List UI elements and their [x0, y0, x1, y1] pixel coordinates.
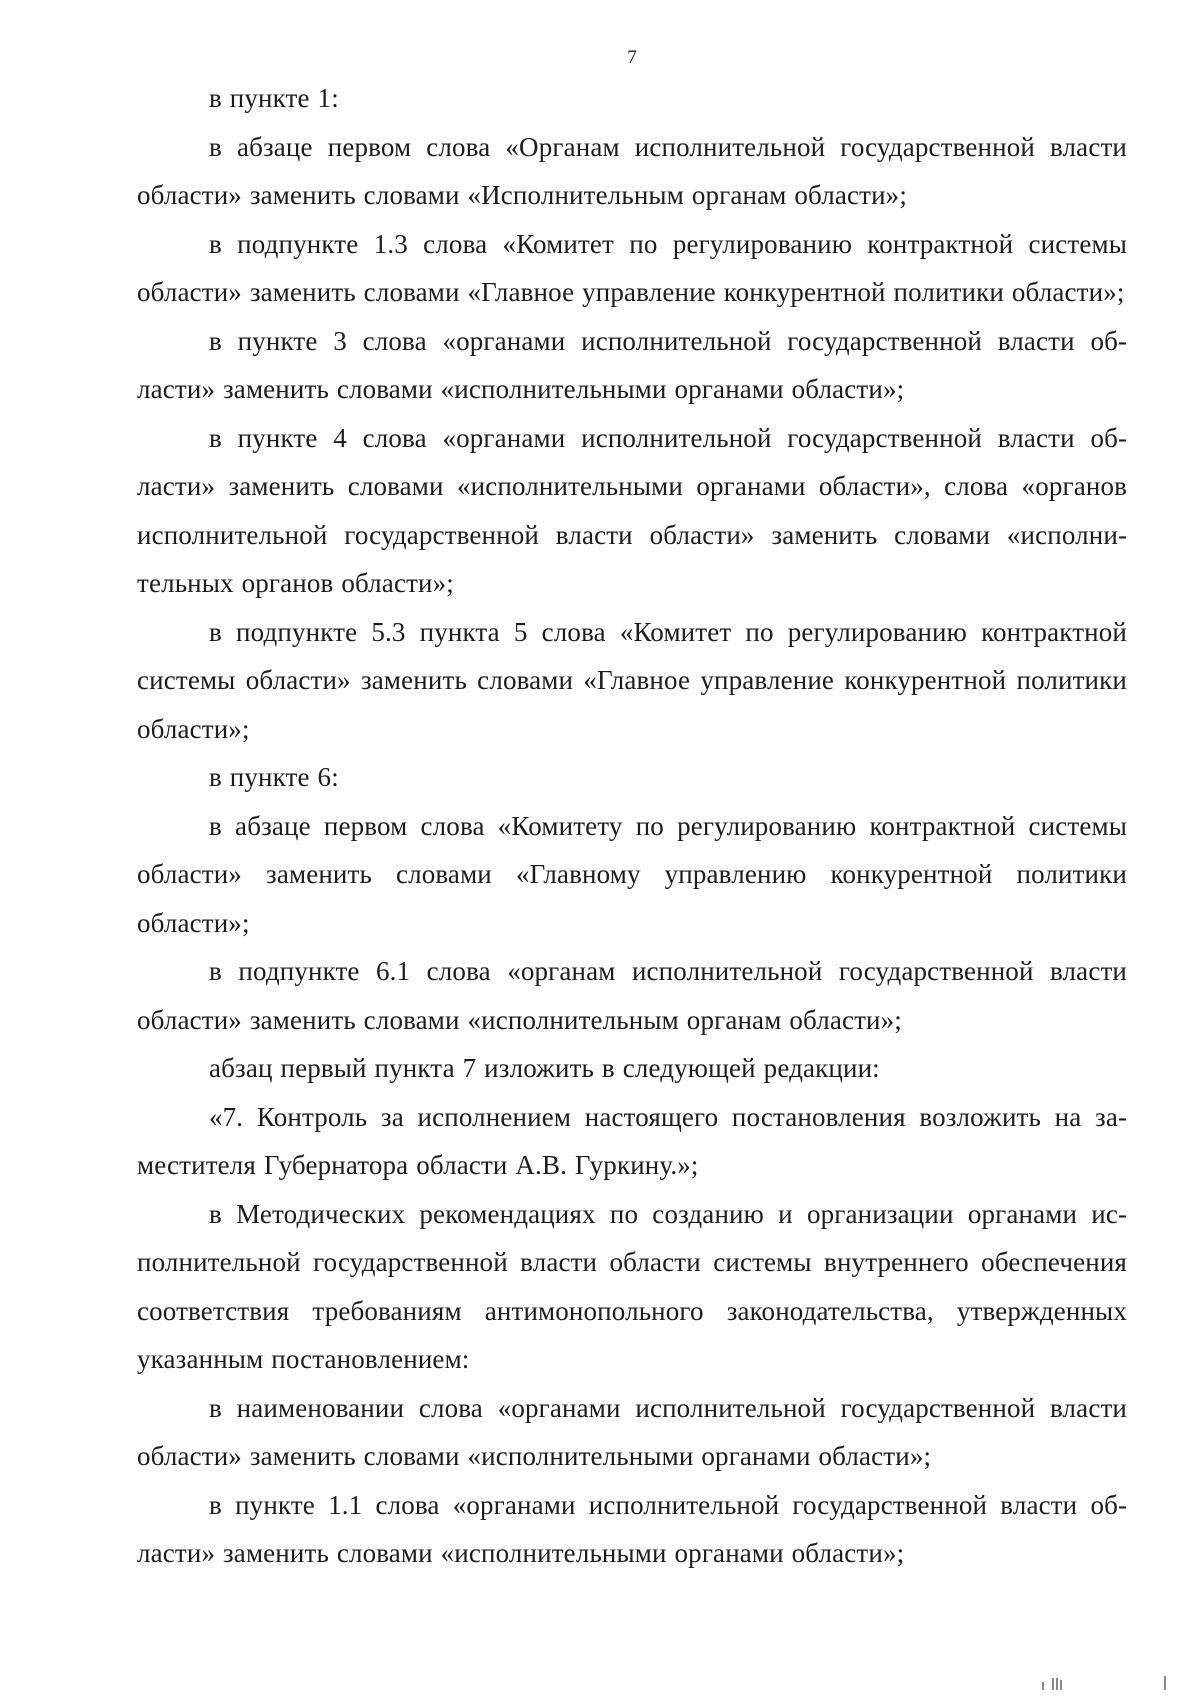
page-number: 7 — [627, 47, 637, 68]
paragraph-9: в подпункте 6.1 слова «органам исполнительной государственной власти области» заменить словами «исполнительным органам области»; — [137, 956, 1127, 1035]
paragraph-14: в пункте 1.1 слова «органами исполнительной государственной власти области» заменить словами «исполнительными органами области»; — [137, 1489, 1127, 1568]
paragraph-3: в подпункте 1.3 слова «Комитет по регулированию контрактной системы области» заменить словами «Главное управление конкурентной политики области»; — [137, 228, 1127, 307]
paragraph-8: в абзаце первом слова «Комитету по регулированию контрактной системы области» заменить словами «Главному управлению конкурентной политики области»; — [137, 810, 1127, 938]
paragraph-5: в пункте 4 слова «органами исполнительной государственной власти области» заменить словами «исполнительными органами области», слова «органов исполнительной государственной власти области» заменить словами «исполнительных органов области»; — [137, 422, 1127, 598]
paragraph-12: в Методических рекомендациях по созданию и организации органами исполнительной государственной власти области системы внутреннего обеспечения соответствия требованиям антимонопольного законодательства, утвержденных указанным постановлением: — [137, 1198, 1127, 1374]
paragraph-1: в пункте 1: — [209, 83, 339, 113]
paragraph-2: в абзаце первом слова «Органам исполнительной государственной власти области» заменить словами «Исполнительным органам области»; — [137, 131, 1127, 210]
paragraph-6: в подпункте 5.3 пункта 5 слова «Комитет по регулированию контрактной системы области» заменить словами «Главное управление конкурентной политики области»; — [137, 616, 1127, 744]
paragraph-11: «7. Контроль за исполнением настоящего постановления возложить на заместителя Губернатора области А.В. Гуркину.»; — [137, 1101, 1127, 1180]
scan-marks-icon — [1040, 1676, 1170, 1692]
paragraph-4: в пункте 3 слова «органами исполнительной государственной власти области» заменить словами «исполнительными органами области»; — [137, 325, 1127, 404]
paragraph-10: абзац первый пункта 7 изложить в следующей редакции: — [209, 1053, 880, 1083]
document-body — [137, 74, 1127, 1578]
paragraph-13: в наименовании слова «органами исполнительной государственной власти области» заменить словами «исполнительными органами области»; — [137, 1392, 1127, 1471]
paragraph-7: в пункте 6: — [209, 762, 339, 792]
scan-artifact-marks — [1040, 1676, 1170, 1697]
